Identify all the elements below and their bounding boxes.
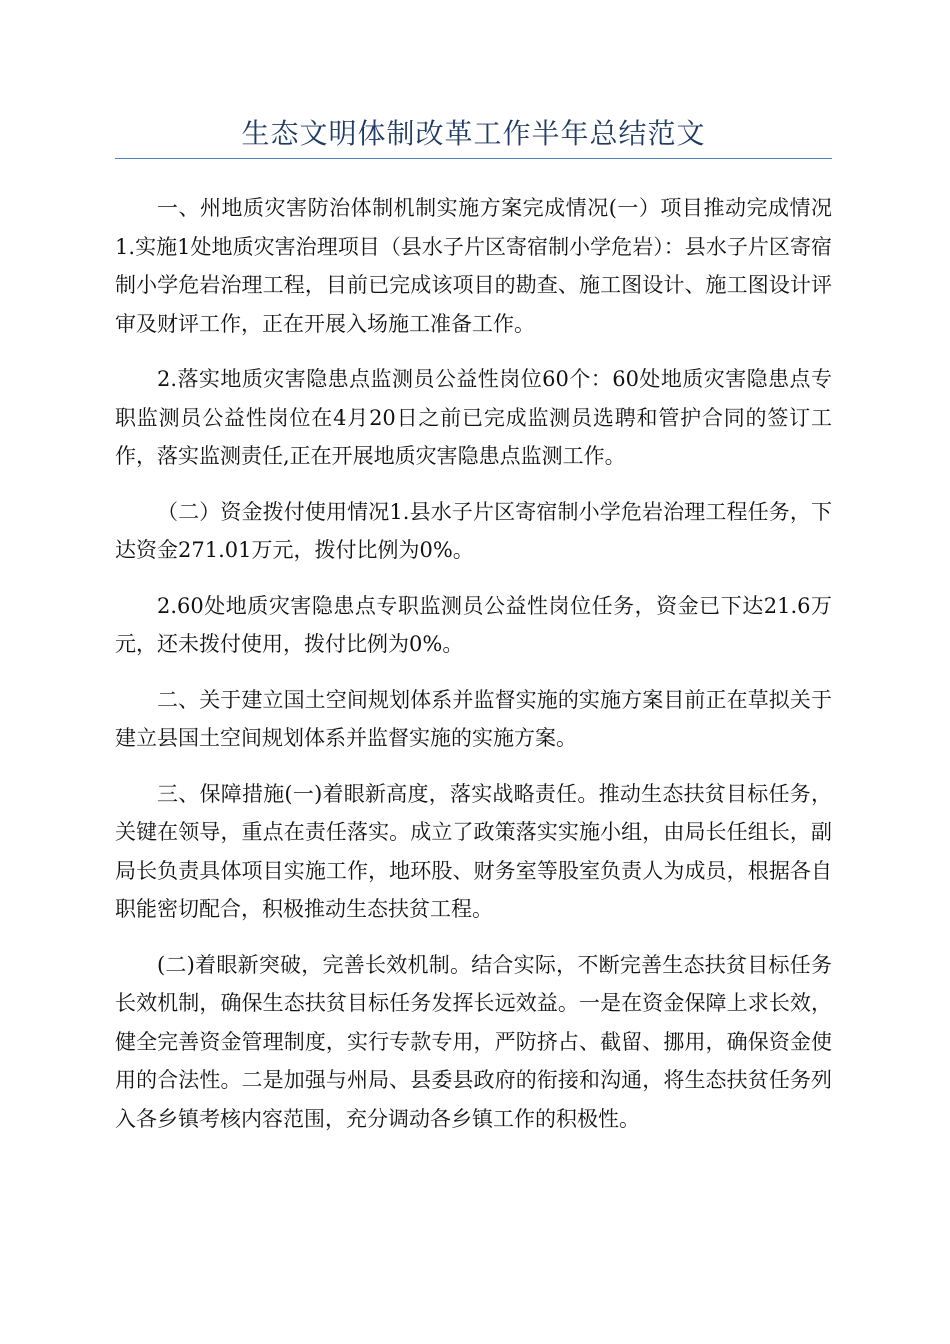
paragraph-3: （二）资金拨付使用情况1.县水子片区寄宿制小学危岩治理工程任务，下达资金271.01万元，拨付比例为0%。	[115, 499, 832, 562]
paragraph-2: 2.落实地质灾害隐患点监测员公益性岗位60个：60处地质灾害隐患点专职监测员公益性岗位在4月20日之前已完成监测员选聘和管护合同的签订工作，落实监测责任,正在开展地质灾害隐患点监测工作。	[115, 367, 832, 468]
paragraph-5: 二、关于建立国土空间规划体系并监督实施的实施方案目前正在草拟关于建立县国土空间规划体系并监督实施的实施方案。	[115, 687, 832, 750]
paragraph-4: 2.60处地质灾害隐患点专职监测员公益性岗位任务，资金已下达21.6万元，还未拨付使用，拨付比例为0%。	[115, 593, 832, 656]
paragraph-1: 一、州地质灾害防治体制机制实施方案完成情况(一）项目推动完成情况1.实施1处地质灾害治理项目（县水子片区寄宿制小学危岩）：县水子片区寄宿制小学危岩治理工程，目前已完成该项目的勘查、施工图设计、施工图设计评审及财评工作，正在开展入场施工准备工作。	[115, 196, 832, 336]
paragraph-6: 三、保障措施(一)着眼新高度，落实战略责任。推动生态扶贫目标任务，关键在领导，重点在责任落实。成立了政策落实实施小组，由局长任组长，副局长负责具体项目实施工作，地环股、财务室等股室负责人为成员，根据各自职能密切配合，积极推动生态扶贫工程。	[115, 781, 832, 921]
document-title: 生态文明体制改革工作半年总结范文	[115, 116, 832, 159]
paragraph-7: (二)着眼新突破，完善长效机制。结合实际，不断完善生态扶贫目标任务长效机制，确保生态扶贫目标任务发挥长远效益。一是在资金保障上求长效，健全完善资金管理制度，实行专款专用，严防挤占、截留、挪用，确保资金使用的合法性。二是加强与州局、县委县政府的衔接和沟通，将生态扶贫任务列入各乡镇考核内容范围，充分调动各乡镇工作的积极性。	[115, 952, 832, 1131]
document-body	[115, 189, 832, 1138]
